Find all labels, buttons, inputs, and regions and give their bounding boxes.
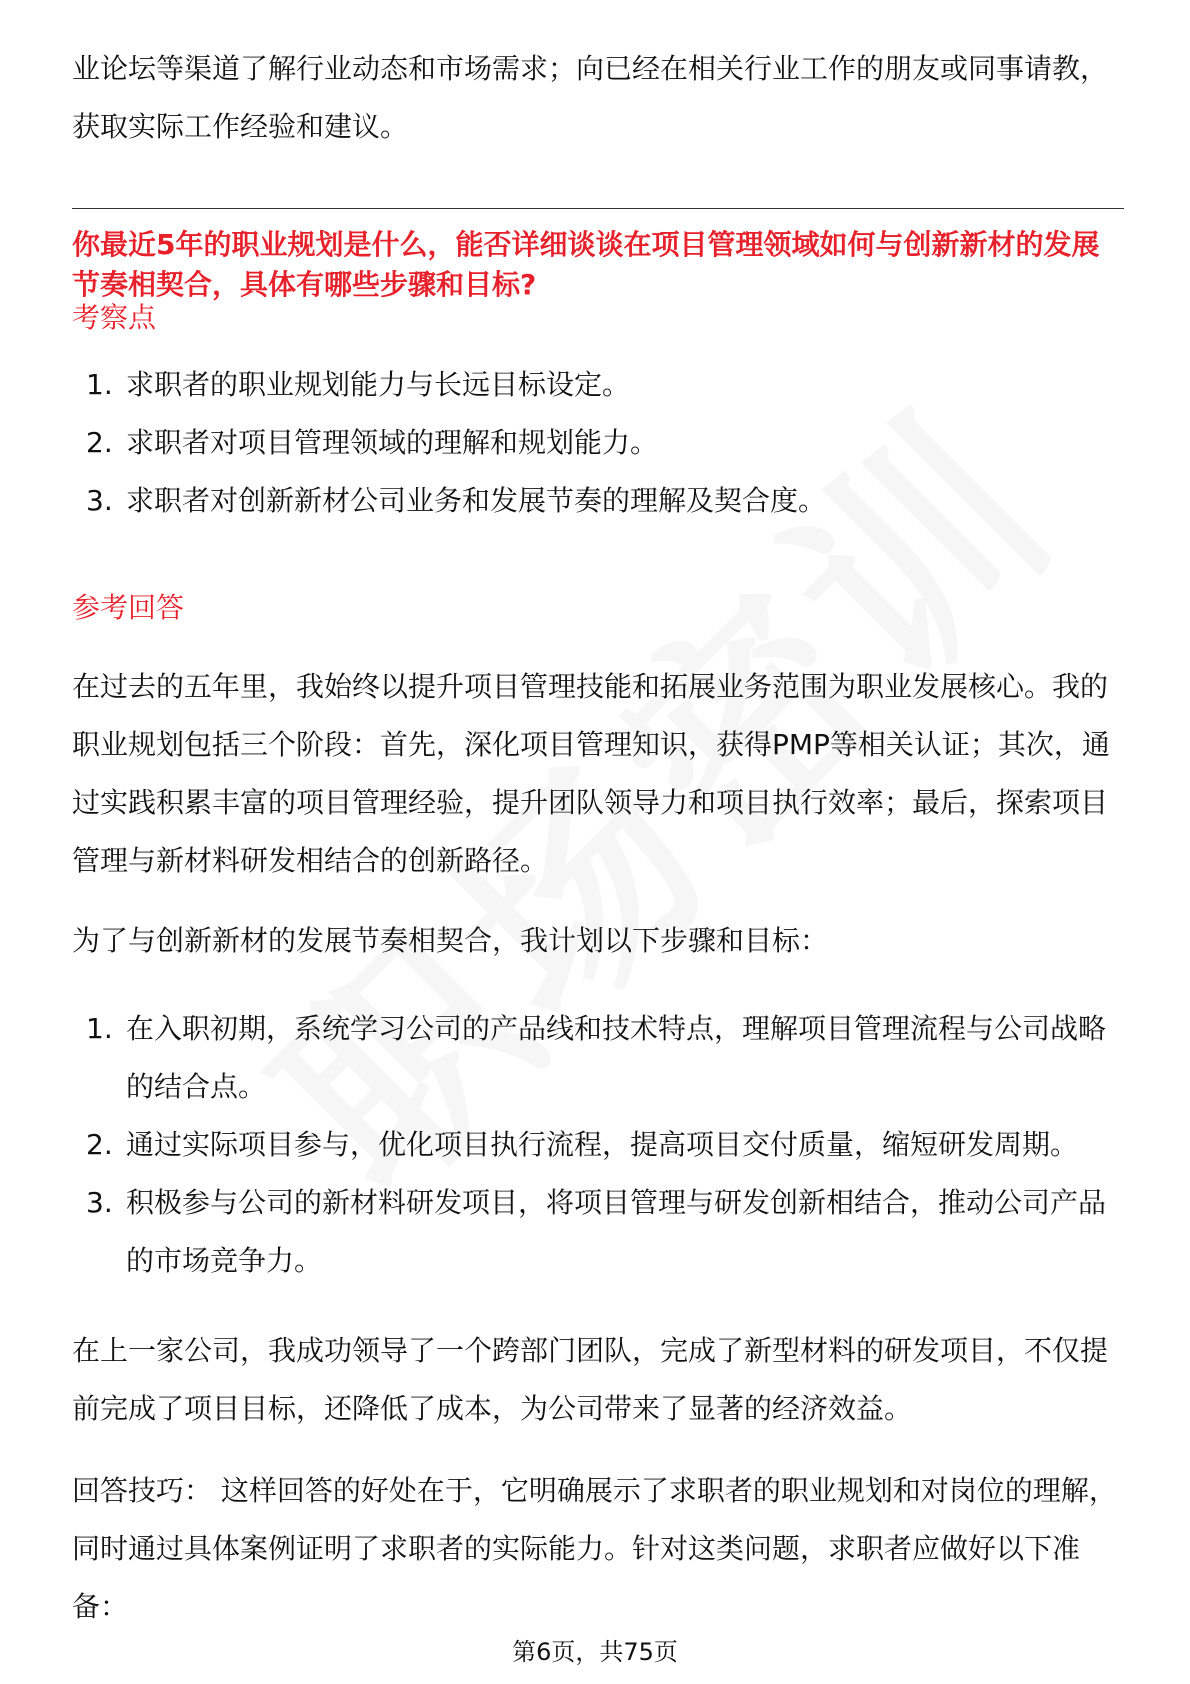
list-item: [72, 472, 1122, 530]
list-item-number: 1.: [86, 1012, 113, 1045]
list-item-text: 积极参与公司的新材料研发项目，将项目管理与研发创新相结合，推动公司产品的市场竞争力。: [126, 1186, 1107, 1277]
answer-tips-paragraph: 回答技巧： 这样回答的好处在于，它明确展示了求职者的职业规划和对岗位的理解，同时通过具体案例证明了求职者的实际能力。针对这类问题，求职者应做好以下准备：: [72, 1474, 1117, 1623]
question-title: 你最近5年的职业规划是什么，能否详细谈谈在项目管理领域如何与创新新材的发展节奏相契合，具体有哪些步骤和目标?: [72, 228, 1100, 301]
assessment-list: [72, 356, 1122, 530]
list-item: [72, 356, 1122, 414]
answer-heading: 参考回答: [72, 591, 185, 624]
assessment-heading: 考察点: [72, 301, 157, 334]
list-item: [72, 414, 1122, 472]
answer-paragraph-1: 在过去的五年里，我始终以提升项目管理技能和拓展业务范围为职业发展核心。我的职业规划包括三个阶段：首先，深化项目管理知识，获得PMP等相关认证；其次，通过实践积累丰富的项目管理经验，提升团队领导力和项目执行效率；最后，探索项目管理与新材料研发相结合的创新路径。: [72, 670, 1110, 877]
intro-paragraph: 业论坛等渠道了解行业动态和市场需求；向已经在相关行业工作的朋友或同事请教，获取实际工作经验和建议。: [72, 52, 1109, 143]
list-item-text: 在入职初期，系统学习公司的产品线和技术特点，理解项目管理流程与公司战略的结合点。: [126, 1012, 1107, 1103]
page-number: 第6页，共75页: [512, 1638, 678, 1666]
list-item-number: 2.: [86, 1128, 113, 1161]
list-item-text: 求职者对创新新材公司业务和发展节奏的理解及契合度。: [126, 484, 827, 517]
list-item: [72, 1000, 1122, 1116]
list-item-number: 3.: [86, 1186, 113, 1219]
list-item-text: 求职者的职业规划能力与长远目标设定。: [126, 368, 631, 401]
list-item-number: 3.: [86, 484, 113, 517]
section-divider: [72, 208, 1124, 209]
list-item: [72, 1116, 1122, 1174]
list-item-number: 2.: [86, 426, 113, 459]
answer-paragraph-3: 在上一家公司，我成功领导了一个跨部门团队，完成了新型材料的研发项目，不仅提前完成了项目目标，还降低了成本，为公司带来了显著的经济效益。: [72, 1334, 1109, 1425]
list-item: [72, 1174, 1122, 1290]
intro-block: [72, 40, 1122, 156]
answer-paragraph-2: 为了与创新新材的发展节奏相契合，我计划以下步骤和目标：: [72, 924, 829, 957]
list-item-text: 通过实际项目参与，优化项目执行流程，提高项目交付质量，缩短研发周期。: [126, 1128, 1079, 1161]
steps-list: [72, 1000, 1122, 1290]
list-item-text: 求职者对项目管理领域的理解和规划能力。: [126, 426, 659, 459]
list-item-number: 1.: [86, 368, 113, 401]
